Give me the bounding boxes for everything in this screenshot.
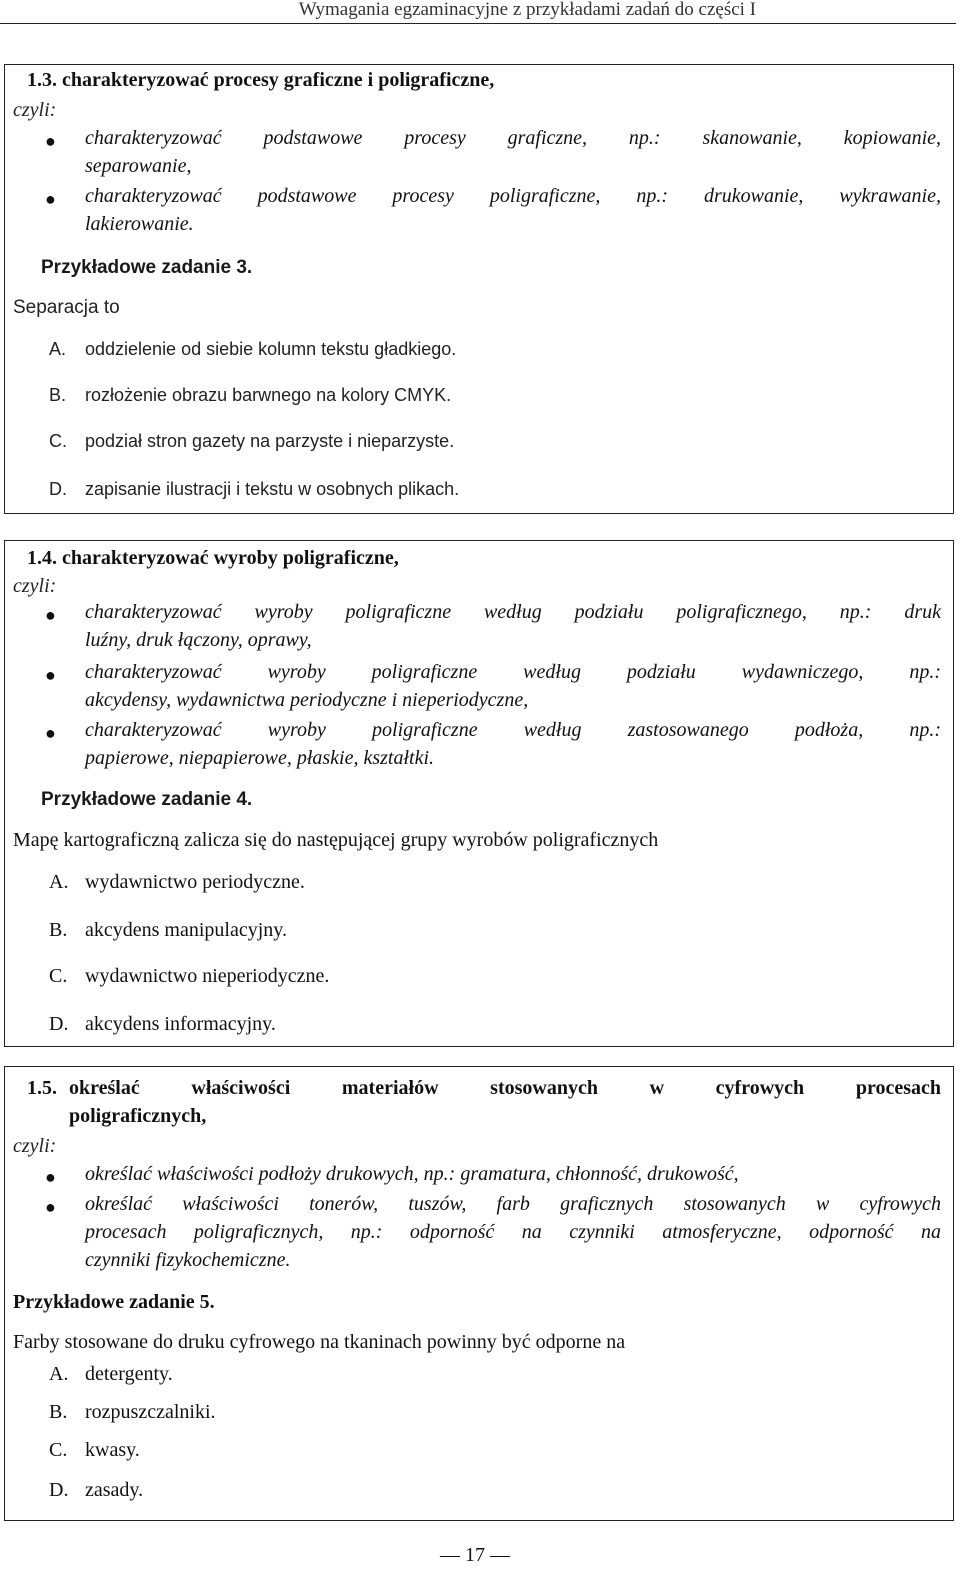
option-text: oddzielenie od siebie kolumn tekstu gładkiego. (85, 339, 457, 359)
section-1-3-box (4, 64, 954, 514)
option-text: rozłożenie obrazu barwnego na kolory CMYK. (85, 385, 452, 405)
bullet-icon: ● (45, 605, 56, 625)
option-text: zapisanie ilustracji i tekstu w osobnych plikach. (85, 479, 460, 499)
option-text: podział stron gazety na parzyste i nieparzyste. (85, 431, 455, 451)
section-number: 1.5. (27, 1077, 57, 1099)
bullet-line: określać właściwości tonerów, tuszów, farb graficznych stosowanych w cyfrowych (85, 1193, 941, 1215)
option-text: detergenty. (85, 1363, 173, 1385)
section-1-4-box (4, 540, 954, 1047)
task-question: Farby stosowane do druku cyfrowego na tkaninach powinny być odporne na (13, 1331, 626, 1353)
page-number: — 17 — (440, 1544, 510, 1566)
header-title: Wymagania egzaminacyjne z przykładami zadań do części I (298, 0, 756, 20)
section-title: 1.4. charakteryzować wyroby poligraficzne, (27, 547, 399, 569)
option-letter: D. (49, 479, 67, 499)
czyli-label: czyli: (13, 1135, 57, 1157)
bullet-line: charakteryzować podstawowe procesy graficzne, np.: skanowanie, kopiowanie, (85, 127, 941, 149)
option-text: kwasy. (85, 1439, 140, 1461)
task-question: Separacja to (13, 297, 120, 318)
option-letter: C. (49, 431, 67, 451)
task-title: Przykładowe zadanie 3. (41, 257, 253, 278)
bullet-icon: ● (45, 1197, 56, 1217)
bullet-icon: ● (45, 189, 56, 209)
task-title: Przykładowe zadanie 5. (13, 1291, 215, 1313)
option-letter: C. (49, 965, 68, 987)
section-1-5-box (4, 1066, 954, 1521)
option-text: rozpuszczalniki. (85, 1401, 216, 1423)
czyli-label: czyli: (13, 575, 57, 597)
option-letter: B. (49, 385, 67, 405)
option-letter: B. (49, 1401, 68, 1423)
option-letter: A. (49, 339, 67, 359)
option-text: wydawnictwo nieperiodyczne. (85, 965, 330, 987)
option-letter: D. (49, 1013, 69, 1035)
option-letter: C. (49, 1439, 68, 1461)
section-title: 1.3. charakteryzować procesy graficzne i poligraficzne, (27, 69, 495, 91)
bullet-line: charakteryzować wyroby poligraficzne według podziału poligraficznego, np.: druk (85, 601, 941, 623)
section-title: określać właściwości materiałów stosowanych w cyfrowych procesach (69, 1077, 941, 1099)
bullet-line: lakierowanie. (85, 213, 194, 235)
option-text: zasady. (85, 1479, 144, 1501)
option-letter: A. (49, 871, 69, 893)
option-text: akcydens manipulacyjny. (85, 919, 287, 941)
bullet-line: luźny, druk łączony, oprawy, (85, 629, 312, 651)
bullet-line: określać właściwości podłoży drukowych, np.: gramatura, chłonność, drukowość, (85, 1163, 739, 1185)
bullet-line: charakteryzować wyroby poligraficzne według podziału wydawniczego, np.: (85, 661, 941, 683)
bullet-line: charakteryzować wyroby poligraficzne według zastosowanego podłoża, np.: (85, 719, 941, 741)
bullet-line: papierowe, niepapierowe, płaskie, kształtki. (85, 747, 435, 769)
section-title-cont: poligraficznych, (69, 1105, 207, 1127)
bullet-line: separowanie, (85, 155, 192, 177)
bullet-line: akcydensy, wydawnictwa periodyczne i nieperiodyczne, (85, 689, 529, 711)
bullet-icon: ● (45, 131, 56, 151)
task-title: Przykładowe zadanie 4. (41, 789, 253, 810)
option-letter: A. (49, 1363, 69, 1385)
option-letter: B. (49, 919, 68, 941)
bullet-line: charakteryzować podstawowe procesy poligraficzne, np.: drukowanie, wykrawanie, (85, 185, 941, 207)
page-header (0, 0, 956, 24)
bullet-line: procesach poligraficznych, np.: odporność na czynniki atmosferyczne, odporność na (85, 1221, 941, 1243)
bullet-line: czynniki fizykochemiczne. (85, 1249, 291, 1271)
bullet-icon: ● (45, 1167, 56, 1187)
task-question: Mapę kartograficzną zalicza się do następującej grupy wyrobów poligraficznych (13, 829, 659, 851)
czyli-label: czyli: (13, 99, 57, 121)
option-text: akcydens informacyjny. (85, 1013, 276, 1035)
option-letter: D. (49, 1479, 69, 1501)
bullet-icon: ● (45, 723, 56, 743)
bullet-icon: ● (45, 665, 56, 685)
option-text: wydawnictwo periodyczne. (85, 871, 305, 893)
